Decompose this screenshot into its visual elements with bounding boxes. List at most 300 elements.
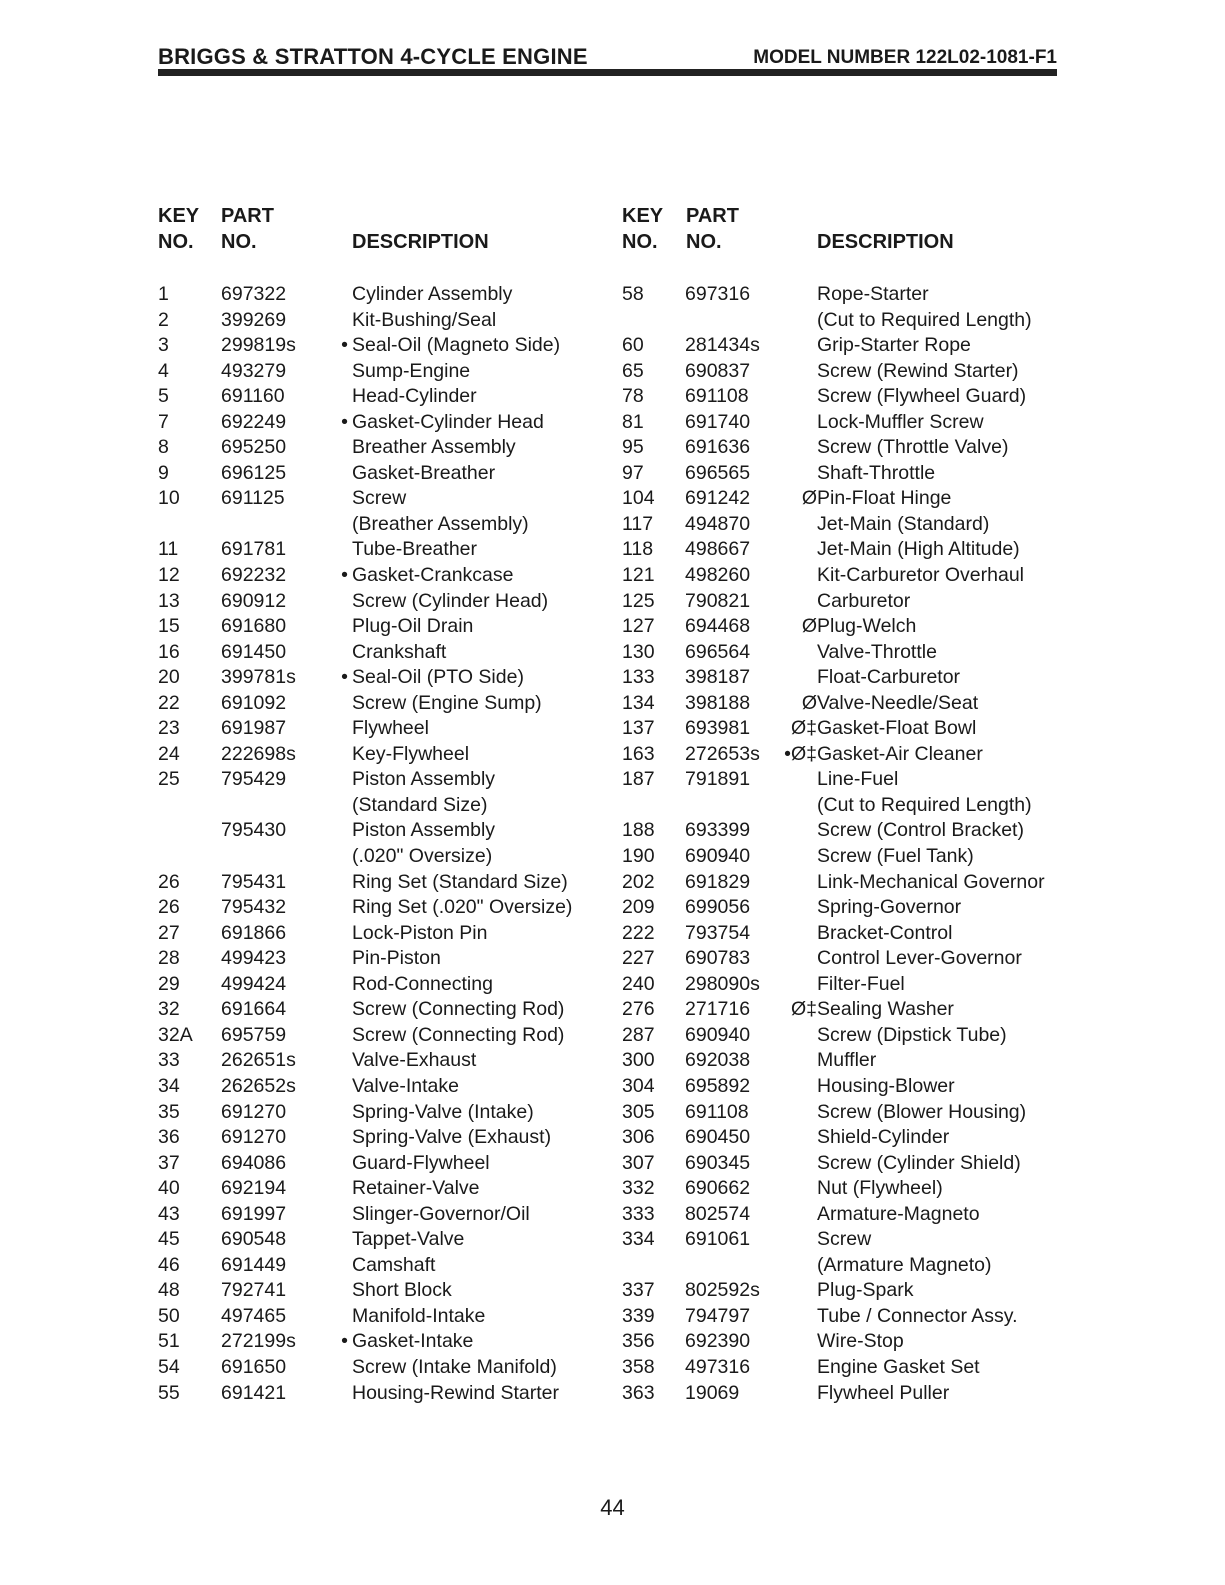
part-number: 695892 bbox=[685, 1074, 751, 1097]
part-description: Grip-Starter Rope bbox=[817, 334, 971, 357]
part-number: 691987 bbox=[221, 717, 287, 740]
part-row bbox=[158, 411, 618, 437]
part-row bbox=[158, 1152, 618, 1178]
part-description: Screw (Rewind Starter) bbox=[817, 359, 1019, 382]
part-number: 691866 bbox=[221, 921, 287, 944]
part-row bbox=[158, 1049, 618, 1075]
key-number: 306 bbox=[622, 1126, 655, 1149]
key-number: 190 bbox=[622, 845, 655, 868]
key-number: 307 bbox=[622, 1151, 655, 1174]
key-number: 117 bbox=[622, 512, 654, 535]
part-number: 795429 bbox=[221, 768, 287, 791]
part-description: Carburetor bbox=[817, 589, 911, 612]
part-row bbox=[622, 334, 1082, 360]
key-number: 34 bbox=[158, 1074, 180, 1097]
part-row bbox=[622, 743, 1082, 769]
part-description: Control Lever-Governor bbox=[817, 947, 1022, 970]
part-description: Kit-Bushing/Seal bbox=[352, 308, 497, 331]
part-description: Screw (Throttle Valve) bbox=[817, 436, 1009, 459]
part-number: 691650 bbox=[221, 1355, 287, 1378]
part-row bbox=[622, 1356, 1082, 1382]
key-number: 51 bbox=[158, 1330, 180, 1353]
key-number: 332 bbox=[622, 1177, 655, 1200]
part-number: 795431 bbox=[221, 870, 287, 893]
key-number: 337 bbox=[622, 1279, 655, 1302]
key-number: 20 bbox=[158, 666, 180, 689]
part-description: Rod-Connecting bbox=[352, 972, 493, 995]
parts-column-left bbox=[158, 205, 618, 1404]
part-number: 399781s bbox=[221, 666, 296, 689]
part-description: Filter-Fuel bbox=[817, 972, 905, 995]
part-number: 19069 bbox=[685, 1381, 740, 1404]
part-row bbox=[622, 487, 1082, 513]
part-number: 690450 bbox=[685, 1126, 751, 1149]
part-number: 691829 bbox=[685, 870, 751, 893]
key-header-top: KEY bbox=[158, 205, 200, 227]
part-description: Plug-Spark bbox=[817, 1279, 914, 1302]
key-header-top: KEY bbox=[622, 205, 664, 227]
part-number: 699056 bbox=[685, 896, 751, 919]
part-number: 498260 bbox=[685, 564, 751, 587]
part-description: Screw (Cylinder Head) bbox=[352, 589, 549, 612]
part-row bbox=[622, 896, 1082, 922]
part-row bbox=[158, 743, 618, 769]
part-description: Housing-Rewind Starter bbox=[352, 1381, 560, 1404]
part-number: 272653s bbox=[685, 742, 760, 765]
part-number: 692194 bbox=[221, 1177, 287, 1200]
part-description: (Breather Assembly) bbox=[352, 512, 529, 535]
part-description: Screw (Flywheel Guard) bbox=[817, 385, 1027, 408]
part-number: 696125 bbox=[221, 461, 287, 484]
part-description: Plug-Oil Drain bbox=[352, 615, 474, 638]
key-number: 48 bbox=[158, 1279, 180, 1302]
key-number: 32 bbox=[158, 998, 180, 1021]
part-row bbox=[158, 590, 618, 616]
part-number: 690837 bbox=[685, 359, 751, 382]
part-row bbox=[622, 666, 1082, 692]
part-number: 271716 bbox=[685, 998, 751, 1021]
key-number: 40 bbox=[158, 1177, 180, 1200]
part-number: 693399 bbox=[685, 819, 751, 842]
key-number: 25 bbox=[158, 768, 180, 791]
key-number: 202 bbox=[622, 870, 655, 893]
part-description: (.020" Oversize) bbox=[352, 845, 493, 868]
part-description: Link-Mechanical Governor bbox=[817, 870, 1045, 893]
part-description: Jet-Main (High Altitude) bbox=[817, 538, 1020, 561]
part-description: Bracket-Control bbox=[817, 921, 953, 944]
part-number: 272199s bbox=[221, 1330, 296, 1353]
part-row bbox=[158, 896, 618, 922]
part-description: Spring-Valve (Exhaust) bbox=[352, 1126, 552, 1149]
part-number: 691449 bbox=[221, 1253, 287, 1276]
part-number: 298090s bbox=[685, 972, 760, 995]
part-number: 695250 bbox=[221, 436, 287, 459]
key-number: 1 bbox=[158, 283, 169, 305]
part-row bbox=[158, 871, 618, 897]
part-number: 690940 bbox=[685, 845, 751, 868]
key-number: 26 bbox=[158, 870, 180, 893]
key-number: 333 bbox=[622, 1202, 655, 1225]
part-description: Wire-Stop bbox=[817, 1330, 904, 1353]
part-number: 690912 bbox=[221, 589, 287, 612]
part-number: 498667 bbox=[685, 538, 751, 561]
part-description: Rope-Starter bbox=[817, 283, 929, 305]
part-description: Ring Set (Standard Size) bbox=[352, 870, 568, 893]
part-number: 790821 bbox=[685, 589, 751, 612]
part-number: 690783 bbox=[685, 947, 751, 970]
key-number: 304 bbox=[622, 1074, 655, 1097]
part-row bbox=[158, 1382, 618, 1408]
part-number: 691450 bbox=[221, 640, 287, 663]
part-description: Gasket-Intake bbox=[352, 1330, 474, 1353]
part-number: 691270 bbox=[221, 1100, 287, 1123]
key-number: 240 bbox=[622, 972, 655, 995]
part-number: 692390 bbox=[685, 1330, 751, 1353]
part-row bbox=[158, 1024, 618, 1050]
part-description: Key-Flywheel bbox=[352, 742, 470, 765]
part-number: 691125 bbox=[221, 487, 285, 510]
key-number: 43 bbox=[158, 1202, 180, 1225]
part-number: 692232 bbox=[221, 564, 287, 587]
part-description: Screw (Engine Sump) bbox=[352, 691, 542, 714]
key-number: 118 bbox=[622, 538, 654, 561]
part-row bbox=[622, 283, 1082, 309]
key-number: 356 bbox=[622, 1330, 655, 1353]
part-number: 696564 bbox=[685, 640, 751, 663]
key-number: 334 bbox=[622, 1228, 655, 1251]
part-description: Tube / Connector Assy. bbox=[817, 1304, 1018, 1327]
part-number: 795432 bbox=[221, 896, 287, 919]
part-row bbox=[158, 1356, 618, 1382]
part-description: Jet-Main (Standard) bbox=[817, 512, 990, 535]
part-row bbox=[622, 538, 1082, 564]
key-number: 11 bbox=[158, 538, 179, 561]
part-number: 693981 bbox=[685, 717, 751, 740]
part-description: Screw (Fuel Tank) bbox=[817, 845, 974, 868]
part-description: Armature-Magneto bbox=[817, 1202, 980, 1225]
key-number: 134 bbox=[622, 691, 655, 714]
part-row bbox=[622, 590, 1082, 616]
part-row bbox=[622, 1330, 1082, 1356]
key-number: 78 bbox=[622, 385, 644, 408]
part-number: 398187 bbox=[685, 666, 751, 689]
part-description: Sealing Washer bbox=[817, 998, 954, 1021]
part-row bbox=[158, 641, 618, 667]
part-number: 398188 bbox=[685, 691, 751, 714]
part-description: Screw (Control Bracket) bbox=[817, 819, 1024, 842]
part-row bbox=[158, 998, 618, 1024]
part-marker: Ø‡ bbox=[790, 998, 817, 1021]
key-number: 2 bbox=[158, 308, 169, 331]
part-number: 691997 bbox=[221, 1202, 287, 1225]
part-row bbox=[158, 666, 618, 692]
page-number: 44 bbox=[600, 1495, 625, 1520]
part-marker: • bbox=[341, 666, 348, 689]
part-row bbox=[622, 794, 1082, 820]
part-description: Piston Assembly bbox=[352, 819, 496, 842]
part-row bbox=[158, 1101, 618, 1127]
key-number: 8 bbox=[158, 436, 169, 459]
part-row bbox=[622, 1049, 1082, 1075]
part-number: 691108 bbox=[685, 1100, 749, 1123]
part-description: (Cut to Required Length) bbox=[817, 308, 1032, 331]
part-row bbox=[622, 309, 1082, 335]
key-number: 3 bbox=[158, 334, 169, 357]
part-row bbox=[158, 1075, 618, 1101]
key-number: 127 bbox=[622, 615, 655, 638]
part-number: 794797 bbox=[685, 1304, 751, 1327]
key-number: 65 bbox=[622, 359, 644, 382]
key-number: 81 bbox=[622, 410, 644, 433]
part-number: 497465 bbox=[221, 1304, 287, 1327]
part-description: Slinger-Governor/Oil bbox=[352, 1202, 530, 1225]
key-number: 60 bbox=[622, 334, 644, 357]
key-number: 35 bbox=[158, 1100, 180, 1123]
part-row bbox=[158, 922, 618, 948]
key-number: 95 bbox=[622, 436, 644, 459]
part-number: 792741 bbox=[221, 1279, 287, 1302]
key-number: 29 bbox=[158, 972, 180, 995]
part-row bbox=[622, 1382, 1082, 1408]
part-row bbox=[622, 819, 1082, 845]
column-header bbox=[622, 205, 1082, 267]
part-number: 691664 bbox=[221, 998, 287, 1021]
key-number: 37 bbox=[158, 1151, 180, 1174]
part-number: 497316 bbox=[685, 1355, 751, 1378]
column-header bbox=[158, 205, 618, 267]
part-number: 795430 bbox=[221, 819, 287, 842]
key-header-bottom: NO. bbox=[158, 231, 194, 253]
part-row bbox=[158, 564, 618, 590]
part-row bbox=[622, 922, 1082, 948]
part-row bbox=[158, 692, 618, 718]
part-number: 694468 bbox=[685, 615, 751, 638]
part-row bbox=[158, 1279, 618, 1305]
part-description: Crankshaft bbox=[352, 640, 447, 663]
part-description: Float-Carburetor bbox=[817, 666, 961, 689]
part-description: Lock-Muffler Screw bbox=[817, 410, 984, 433]
part-row bbox=[622, 768, 1082, 794]
part-number: 690548 bbox=[221, 1228, 287, 1251]
key-number: 55 bbox=[158, 1381, 180, 1404]
part-row bbox=[622, 845, 1082, 871]
part-description: Tube-Breather bbox=[352, 538, 478, 561]
part-description: Tappet-Valve bbox=[352, 1228, 465, 1251]
part-header-bottom: NO. bbox=[221, 231, 257, 253]
part-row bbox=[158, 385, 618, 411]
part-number: 691108 bbox=[685, 385, 749, 408]
key-number: 16 bbox=[158, 640, 180, 663]
part-row bbox=[622, 615, 1082, 641]
part-number: 696565 bbox=[685, 461, 751, 484]
part-number: 691092 bbox=[221, 691, 287, 714]
key-number: 133 bbox=[622, 666, 655, 689]
part-number: 691270 bbox=[221, 1126, 287, 1149]
part-row bbox=[158, 436, 618, 462]
key-number: 130 bbox=[622, 640, 655, 663]
part-row bbox=[622, 1152, 1082, 1178]
key-number: 27 bbox=[158, 921, 180, 944]
part-row bbox=[622, 871, 1082, 897]
key-number: 13 bbox=[158, 589, 180, 612]
key-number: 32A bbox=[158, 1023, 193, 1046]
part-marker: •Ø‡ bbox=[784, 742, 817, 765]
part-description: Spring-Valve (Intake) bbox=[352, 1100, 534, 1123]
key-number: 4 bbox=[158, 359, 169, 382]
part-description: Screw bbox=[352, 487, 407, 510]
parts-list bbox=[158, 283, 618, 1407]
part-number: 691242 bbox=[685, 487, 751, 510]
key-number: 97 bbox=[622, 461, 644, 484]
part-number: 691160 bbox=[221, 385, 285, 408]
part-description: Gasket-Crankcase bbox=[352, 564, 514, 587]
part-description: Valve-Intake bbox=[352, 1074, 459, 1097]
part-description: Seal-Oil (PTO Side) bbox=[352, 666, 524, 689]
part-row bbox=[622, 1254, 1082, 1280]
key-number: 276 bbox=[622, 998, 655, 1021]
part-description: Head-Cylinder bbox=[352, 385, 477, 408]
key-number: 188 bbox=[622, 819, 655, 842]
part-row bbox=[158, 947, 618, 973]
part-number: 695759 bbox=[221, 1023, 287, 1046]
part-description: Seal-Oil (Magneto Side) bbox=[352, 334, 561, 357]
part-description: (Armature Magneto) bbox=[817, 1253, 992, 1276]
part-description: Gasket-Breather bbox=[352, 461, 496, 484]
part-row bbox=[158, 819, 618, 845]
part-row bbox=[158, 794, 618, 820]
key-number: 28 bbox=[158, 947, 180, 970]
part-description: Gasket-Cylinder Head bbox=[352, 410, 544, 433]
part-row bbox=[158, 973, 618, 999]
part-number: 222698s bbox=[221, 742, 296, 765]
key-number: 50 bbox=[158, 1304, 180, 1327]
part-description: Valve-Throttle bbox=[817, 640, 937, 663]
key-number: 305 bbox=[622, 1100, 655, 1123]
part-row bbox=[622, 1177, 1082, 1203]
part-marker: Ø‡ bbox=[790, 717, 817, 740]
header-rule bbox=[158, 69, 1057, 76]
part-marker: • bbox=[341, 410, 348, 433]
part-number: 499423 bbox=[221, 947, 287, 970]
document-title: BRIGGS & STRATTON 4-CYCLE ENGINE bbox=[158, 44, 588, 69]
part-row bbox=[622, 692, 1082, 718]
key-number: 358 bbox=[622, 1355, 655, 1378]
part-row bbox=[622, 998, 1082, 1024]
part-description: Pin-Float Hinge bbox=[817, 487, 952, 510]
part-number: 281434s bbox=[685, 334, 760, 357]
part-number: 691636 bbox=[685, 436, 751, 459]
key-number: 300 bbox=[622, 1049, 655, 1072]
part-row bbox=[622, 1305, 1082, 1331]
part-number: 690662 bbox=[685, 1177, 751, 1200]
key-number: 104 bbox=[622, 487, 655, 510]
part-number: 690345 bbox=[685, 1151, 751, 1174]
key-number: 137 bbox=[622, 717, 655, 740]
part-description: Spring-Governor bbox=[817, 896, 962, 919]
part-number: 499424 bbox=[221, 972, 287, 995]
key-number: 33 bbox=[158, 1049, 180, 1072]
part-row bbox=[622, 1279, 1082, 1305]
part-number: 691421 bbox=[221, 1381, 287, 1404]
key-number: 10 bbox=[158, 487, 180, 510]
key-number: 24 bbox=[158, 742, 180, 765]
key-number: 9 bbox=[158, 461, 169, 484]
part-row bbox=[158, 462, 618, 488]
part-description: Gasket-Float Bowl bbox=[817, 717, 977, 740]
part-row bbox=[622, 513, 1082, 539]
part-description: Lock-Piston Pin bbox=[352, 921, 488, 944]
part-marker: • bbox=[341, 564, 348, 587]
key-number: 23 bbox=[158, 717, 180, 740]
part-row bbox=[622, 641, 1082, 667]
key-number: 227 bbox=[622, 947, 655, 970]
part-description: Screw (Intake Manifold) bbox=[352, 1355, 557, 1378]
part-row bbox=[158, 309, 618, 335]
part-description: Pin-Piston bbox=[352, 947, 441, 970]
part-description: Housing-Blower bbox=[817, 1074, 955, 1097]
part-description: Valve-Exhaust bbox=[352, 1049, 477, 1072]
part-number: 694086 bbox=[221, 1151, 287, 1174]
part-row bbox=[622, 411, 1082, 437]
key-number: 22 bbox=[158, 691, 180, 714]
part-marker: Ø bbox=[801, 691, 817, 714]
part-description: Gasket-Air Cleaner bbox=[817, 742, 983, 765]
part-row bbox=[622, 1075, 1082, 1101]
key-number: 287 bbox=[622, 1023, 655, 1046]
key-number: 15 bbox=[158, 615, 180, 638]
part-row bbox=[158, 360, 618, 386]
part-number: 691061 bbox=[685, 1228, 751, 1251]
description-header: DESCRIPTION bbox=[817, 231, 954, 253]
part-description: Muffler bbox=[817, 1049, 877, 1072]
part-description: Flywheel bbox=[352, 717, 429, 740]
key-number: 46 bbox=[158, 1253, 180, 1276]
part-row bbox=[622, 1101, 1082, 1127]
part-row bbox=[158, 1305, 618, 1331]
part-description: Guard-Flywheel bbox=[352, 1151, 490, 1174]
part-row bbox=[622, 385, 1082, 411]
part-description: Piston Assembly bbox=[352, 768, 496, 791]
part-description: Retainer-Valve bbox=[352, 1177, 480, 1200]
key-number: 54 bbox=[158, 1355, 180, 1378]
part-description: Valve-Needle/Seat bbox=[817, 691, 979, 714]
part-description: Engine Gasket Set bbox=[817, 1355, 980, 1378]
part-description: Ring Set (.020" Oversize) bbox=[352, 896, 573, 919]
parts-list bbox=[622, 283, 1082, 1407]
key-number: 163 bbox=[622, 742, 655, 765]
part-row bbox=[158, 1330, 618, 1356]
key-number: 7 bbox=[158, 410, 169, 433]
part-header-bottom: NO. bbox=[686, 231, 722, 253]
key-number: 125 bbox=[622, 589, 655, 612]
part-description: Flywheel Puller bbox=[817, 1381, 950, 1404]
part-description: Screw (Connecting Rod) bbox=[352, 998, 565, 1021]
part-description: (Cut to Required Length) bbox=[817, 793, 1032, 816]
part-description: Screw (Connecting Rod) bbox=[352, 1023, 565, 1046]
key-number: 36 bbox=[158, 1126, 180, 1149]
part-row bbox=[158, 1203, 618, 1229]
part-row bbox=[158, 1177, 618, 1203]
part-header-top: PART bbox=[221, 205, 274, 227]
part-number: 691680 bbox=[221, 615, 287, 638]
key-number: 222 bbox=[622, 921, 655, 944]
part-row bbox=[158, 615, 618, 641]
part-marker: • bbox=[341, 1330, 348, 1353]
key-number: 12 bbox=[158, 564, 180, 587]
part-number: 692038 bbox=[685, 1049, 751, 1072]
part-description: Short Block bbox=[352, 1279, 452, 1302]
part-description: Cylinder Assembly bbox=[352, 283, 513, 305]
